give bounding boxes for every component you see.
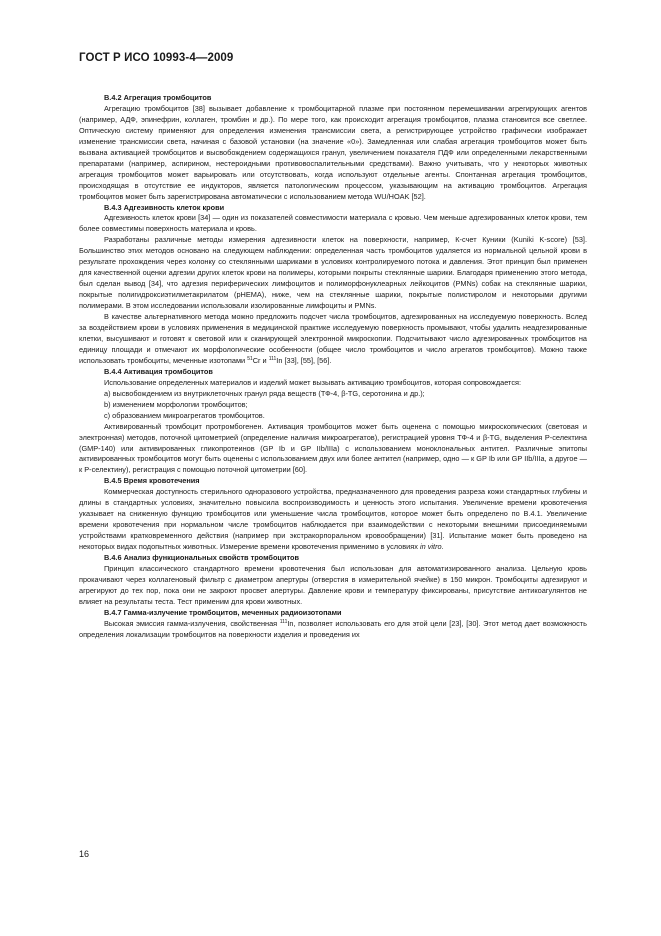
text-run: In, позволяет использовать его для этой цели [23], [30]. Этот метод дает возможность определения локализации тромбоцитов на поверхности изделия и проведения их (79, 618, 587, 639)
document-body (79, 93, 587, 641)
section-heading-b42: В.4.2 Агрегация тромбоцитов (104, 93, 212, 102)
paragraph: Агрегацию тромбоцитов [38] вызывает добавление к тромбоцитарной плазме при постоянном перемешивании агрегирующих агентов (например, АДФ, эпинефрин, коллаген, тромбин и др.). По мере того, как происходит агрегация тромбоцитов, плазма становится все светлее. Оптическую систему применяют для определения изменения трансмиссии света, а регистрирующее устройство графически изображает изменение трансмиссии света, начиная с базовой установки (на значение «0»). Замедленная или слабая агрегация тромбоцитов может быть вызвана активацией тромбоцитов и высвобождением содержащихся гранул, увеличением показателя ПДФ или определенными лекарственными препаратами (например, аспирином, нестероидными противовоспалительными средствами). Важно учитывать, что у некоторых животных агрегация тромбоцитов может варьировать или отсутствовать, когда используют отдельные агенты. Спонтанная агрегация тромбоцитов, происходящая в отсутствие ее индукторов, является патологическим процессом, указывающим на активацию тромбоцитов. Агрегация тромбоцитов может быть зарегистрирована автоматически с использованием метода WU/HOAK [52]. (79, 103, 587, 201)
paragraph: Разработаны различные методы измерения адгезивности клеток на поверхности, например, К-счет Куники (Kuniki K-score) [53]. Большинство этих методов основано на следующем наблюдении: определенная часть тромбоцитов удаляется из нормальной цельной крови в результате прохождения через колонку со стеклянными шариками в условиях контролируемого потока и давления. Этот принцип был применен для качественной оценки адгезии других клеток крови на полимеры, которыми покрыты стеклянные шарики. Благодаря применению этого метода, был сделан вывод [34], что адгезия периферических лимфоцитов и полиморфонуклеарных лейкоцитов (PMNs) собак на стеклянные шарики, покрытые полигидроксиэтилметакрилатом (pHEMA), ниже, чем на стеклянные шарики, покрытые полистиролом и некоторыми другими полимерами. В этом исследовании использовали изолированные лимфоциты и PMNs. (79, 235, 587, 311)
section-heading-b44: В.4.4 Активация тромбоцитов (104, 366, 213, 376)
section-heading-b45: В.4.5 Время кровотечения (104, 476, 200, 486)
paragraph: Принцип классического стандартного времени кровотечения был использован для автоматизированного анализа. Цельную кровь прокачивают через коллагеновый фильтр с диаметром апертуры (отверстия в измерительной ячейке) в 150 микрон. Тромбоциты адгезируют и агрегируют до тех пор, пока они не закроют просвет апертуры. Давление крови и температуру фиксированы, присутствие антикоагулянтов не влияет на результаты теста. Тест применим для крови животных. (79, 563, 587, 606)
paragraph: Активированный тромбоцит протромбогенен. Активация тромбоцитов может быть оценена с помощью микроскопических (световая и электронная) методов, поточной цитометрией (определение наличия микроагрегатов), регистрацией уровня ТФ-4 и β-TG, выделения Р-селектина (GMP-140) или активированных гликопротеинов (GP Ib и GP IIb/IIIa) с использованием моноклональных антител. Различные эпитопы активированных тромбоцитов могут быть оценены с использованием двух или более антител (например, одно — к GP Ib или GP IIb/IIIa, а другое — к Р-селектину), регистрация с помощью поточной цитометрии [60]. (79, 421, 587, 475)
text-run: В качестве альтернативного метода можно предложить подсчет числа тромбоцитов, адгезированных на исследуемую поверхность. Вслед за воздействием крови в условиях применения в медицинской практике исследуемую поверхность промывают, чтобы удалить неадгезированные клетки, высушивают и готовят к световой или к сканирующей электронной микроскопии. Подсчитывают число адгезированных тромбоцитов на единицу площади и отмечают их морфологические особенности (общее число тромбоцитов и число агрегатов тромбоцитов). Можно также использовать тромбоциты, меченные изотопами (79, 312, 587, 365)
section-heading-b46: В.4.6 Анализ функциональных свойств тромбоцитов (104, 553, 299, 563)
text-run: Высокая эмиссия гамма-излучения, свойственная (104, 618, 280, 628)
section-heading-b43: В.4.3 Адгезивность клеток крови (104, 202, 225, 212)
isotope-superscript: 111 (279, 618, 288, 625)
text-run: . (441, 542, 444, 552)
text-run: Cr и (252, 355, 269, 365)
list-item: a) высвобождением из внутриклеточных гранул ряда веществ (ТФ-4, β-TG, серотонина и др.); (104, 388, 425, 398)
isotope-superscript: 111 (268, 355, 277, 362)
text-run: Коммерческая доступность стерильного одноразового устройства, предназначенного для проведения разреза кожи стандартных глубины и длины в стандартных условиях, значительно повысила воспроизводимость и ценность этого испытания. Увеличение времени кровотечения указывает на сниженную функцию тромбоцитов или уменьшение числа тромбоцитов, которое может быть определено по В.4.1. Увеличение времени кровотечения при нормальном числе тромбоцитов наблюдается при взаимодействии с некоторыми внешними присоединяемыми устройствами кратковременного действия (например при экстракорпоральном кровообращении) [31]. Испытание может быть проведено на некоторых видах подопытных животных. Измерение времени кровотечения применимо в условиях (79, 487, 587, 552)
paragraph: Адгезивность клеток крови [34] — один из показателей совместимости материала с кровью. Чем меньше адгезированных клеток крови, тем более совместимы поверхность материала и кровь. (79, 213, 587, 234)
text-run: In [33], [55], [56]. (276, 355, 332, 365)
paragraph (79, 487, 587, 553)
paragraph (79, 619, 587, 641)
isotope-superscript: 51 (247, 355, 253, 362)
list-item: b) изменением морфологии тромбоцитов; (104, 399, 248, 409)
page-number: 16 (79, 849, 90, 859)
document-header: ГОСТ Р ИСО 10993-4—2009 (79, 52, 234, 64)
paragraph: Использование определенных материалов и изделий может вызывать активацию тромбоцитов, которая сопровождается: (104, 377, 522, 387)
section-heading-b47: В.4.7 Гамма-излучение тромбоцитов, меченных радиоизотопами (104, 607, 342, 617)
paragraph (79, 312, 587, 367)
list-item: c) образованием микроагрегатов тромбоцитов. (104, 410, 265, 420)
italic-term: in vitro (419, 542, 442, 552)
